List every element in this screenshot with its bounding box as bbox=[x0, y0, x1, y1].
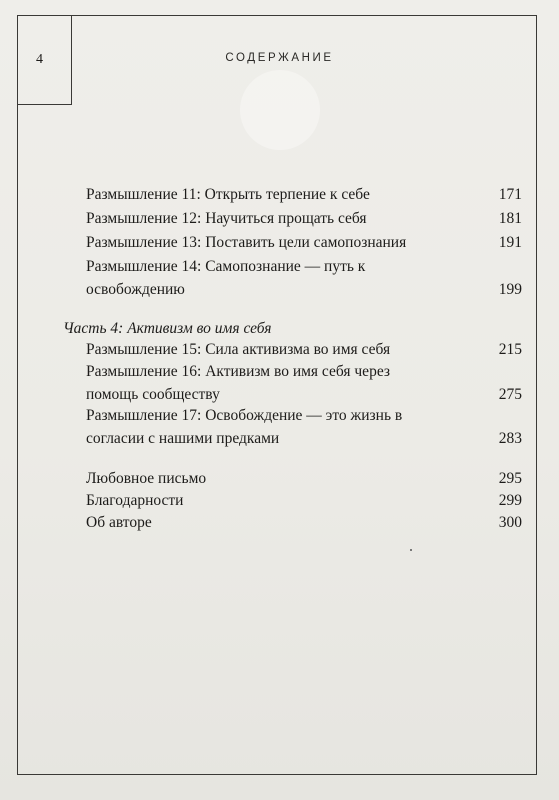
toc-entry bbox=[86, 467, 522, 490]
toc-entry bbox=[86, 183, 522, 206]
toc-entry-title: Размышление 16: Активизм во имя себя через помощь сообществу bbox=[86, 363, 391, 403]
toc-entry bbox=[86, 404, 522, 450]
toc-entry bbox=[86, 255, 522, 301]
toc-entry bbox=[86, 511, 522, 534]
print-speck bbox=[410, 549, 412, 551]
toc-entry-page: 181 bbox=[498, 210, 522, 227]
page-header: СОДЕРЖАНИЕ bbox=[225, 52, 334, 64]
toc-entry-title: Размышление 15: Сила активизма во имя себя bbox=[86, 341, 391, 358]
toc-entry-title: Размышление 11: Открыть терпение к себе bbox=[86, 186, 370, 203]
toc-entry-page: 299 bbox=[498, 492, 522, 509]
toc-entry-title: Об авторе bbox=[86, 514, 152, 531]
page-number: 4 bbox=[36, 52, 43, 67]
toc-entry bbox=[86, 489, 522, 512]
toc-entry-page: 300 bbox=[498, 514, 522, 531]
toc-entry-title: Благодарности bbox=[86, 492, 184, 509]
toc-entry-title: Размышление 14: Самопознание — путь к освобождению bbox=[86, 258, 366, 298]
toc-entry bbox=[86, 338, 522, 361]
toc-entry-page: 199 bbox=[498, 281, 522, 298]
toc-entry-page: 215 bbox=[498, 341, 522, 358]
toc-entry-title: Размышление 12: Научиться прощать себя bbox=[86, 210, 367, 227]
toc-entry bbox=[86, 360, 522, 406]
toc-entry-title: Размышление 13: Поставить цели самопознания bbox=[86, 234, 407, 251]
toc-entry-title: Размышление 17: Освобождение — это жизнь в согласии с нашими предками bbox=[86, 407, 403, 447]
toc-entry-page: 191 bbox=[498, 234, 522, 251]
toc-entry-title: Любовное письмо bbox=[86, 470, 207, 487]
toc-entry bbox=[86, 231, 522, 254]
toc-entry-page: 275 bbox=[498, 386, 522, 403]
toc-entry bbox=[86, 207, 522, 230]
toc-section-heading: Часть 4: Активизм во имя себя bbox=[63, 320, 272, 337]
toc-entry-page: 295 bbox=[498, 470, 522, 487]
toc-entry-page: 283 bbox=[498, 430, 522, 447]
toc-entry-page: 171 bbox=[498, 186, 522, 203]
